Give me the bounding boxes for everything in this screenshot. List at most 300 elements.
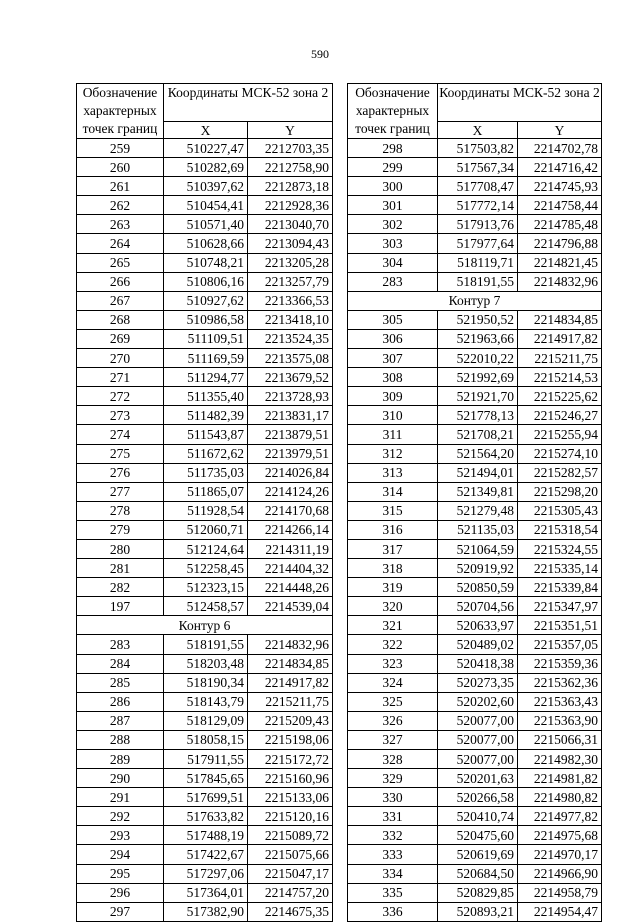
- point-id: 309: [348, 387, 438, 406]
- x-value: 518129,09: [164, 711, 248, 730]
- y-value: 2215211,75: [518, 349, 602, 368]
- y-value: 2215274,10: [518, 444, 602, 463]
- table-row: [77, 902, 333, 921]
- y-value: 2215075,66: [248, 845, 333, 864]
- coordinates-table-left: [76, 83, 333, 922]
- x-value: 510397,62: [164, 177, 248, 196]
- y-value: 2214977,82: [518, 807, 602, 826]
- y-value: 2215282,57: [518, 463, 602, 482]
- y-value: 2214745,93: [518, 177, 602, 196]
- table-row: [348, 349, 602, 368]
- x-value: 517364,01: [164, 883, 248, 902]
- point-id: 312: [348, 444, 438, 463]
- y-value: 2214124,26: [248, 482, 333, 501]
- y-value: 2214539,04: [248, 597, 333, 616]
- y-value: 2214917,82: [518, 329, 602, 348]
- point-id: 306: [348, 329, 438, 348]
- x-value: 510571,40: [164, 215, 248, 234]
- point-id: 316: [348, 520, 438, 539]
- table-row: [77, 539, 333, 558]
- point-id: 336: [348, 902, 438, 921]
- x-value: 511543,87: [164, 425, 248, 444]
- x-value: 517699,51: [164, 788, 248, 807]
- point-id: 280: [77, 539, 164, 558]
- point-id: 330: [348, 788, 438, 807]
- table-row: [348, 406, 602, 425]
- table-row: [77, 291, 333, 310]
- y-value: 2214311,19: [248, 539, 333, 558]
- table-row: [348, 616, 602, 635]
- x-value: 520273,35: [438, 673, 518, 692]
- y-value: 2214980,82: [518, 788, 602, 807]
- x-value: 520077,00: [438, 711, 518, 730]
- point-id: 302: [348, 215, 438, 234]
- y-value: 2213257,79: [248, 272, 333, 291]
- table-row: [77, 158, 333, 177]
- point-id: 276: [77, 463, 164, 482]
- y-value: 2215214,53: [518, 368, 602, 387]
- x-value: 520201,63: [438, 769, 518, 788]
- y-value: 2213879,51: [248, 425, 333, 444]
- point-id: 326: [348, 711, 438, 730]
- point-id: 268: [77, 310, 164, 329]
- y-value: 2214716,42: [518, 158, 602, 177]
- x-value: 520475,60: [438, 826, 518, 845]
- table-row: [348, 139, 602, 158]
- point-id: 274: [77, 425, 164, 444]
- point-id: 328: [348, 750, 438, 769]
- point-id: 265: [77, 253, 164, 272]
- x-value: 522010,22: [438, 349, 518, 368]
- y-value: 2214170,68: [248, 501, 333, 520]
- y-value: 2215120,16: [248, 807, 333, 826]
- x-value: 510986,58: [164, 310, 248, 329]
- y-value: 2212928,36: [248, 196, 333, 215]
- table-row: [77, 482, 333, 501]
- point-id: 319: [348, 578, 438, 597]
- point-id: 301: [348, 196, 438, 215]
- point-id: 273: [77, 406, 164, 425]
- x-value: 517382,90: [164, 902, 248, 921]
- point-id: 335: [348, 883, 438, 902]
- y-value: 2215298,20: [518, 482, 602, 501]
- point-id: 321: [348, 616, 438, 635]
- x-value: 518191,55: [438, 272, 518, 291]
- point-id: 304: [348, 253, 438, 272]
- x-value: 521778,13: [438, 406, 518, 425]
- coordinates-header: Координаты МСК-52 зона 2: [438, 84, 602, 122]
- table-row: [77, 272, 333, 291]
- x-value: 520418,38: [438, 654, 518, 673]
- point-id: 259: [77, 139, 164, 158]
- y-value: 2214675,35: [248, 902, 333, 921]
- y-value: 2214982,30: [518, 750, 602, 769]
- table-row: [77, 578, 333, 597]
- x-value: 510927,62: [164, 291, 248, 310]
- y-value: 2214266,14: [248, 520, 333, 539]
- x-value: 520829,85: [438, 883, 518, 902]
- point-id: 315: [348, 501, 438, 520]
- y-value: 2214702,78: [518, 139, 602, 158]
- point-id: 334: [348, 864, 438, 883]
- x-value: 511672,62: [164, 444, 248, 463]
- table-row: [77, 730, 333, 749]
- point-id: 286: [77, 692, 164, 711]
- table-row: [348, 444, 602, 463]
- y-value: 2214821,45: [518, 253, 602, 272]
- point-id: 324: [348, 673, 438, 692]
- x-value: 517911,55: [164, 750, 248, 769]
- y-value: 2212758,90: [248, 158, 333, 177]
- y-value: 2215318,54: [518, 520, 602, 539]
- x-value: 518119,71: [438, 253, 518, 272]
- y-value: 2215351,51: [518, 616, 602, 635]
- x-value: 521564,20: [438, 444, 518, 463]
- point-id: 281: [77, 559, 164, 578]
- x-value: 511735,03: [164, 463, 248, 482]
- y-value: 2215160,96: [248, 769, 333, 788]
- point-id: 333: [348, 845, 438, 864]
- point-label-header: Обозначение характерных точек границ: [77, 84, 164, 139]
- table-row: [348, 463, 602, 482]
- point-id: 283: [348, 272, 438, 291]
- x-value: 517913,76: [438, 215, 518, 234]
- point-id: 300: [348, 177, 438, 196]
- point-id: 295: [77, 864, 164, 883]
- y-value: 2212703,35: [248, 139, 333, 158]
- table-row: [77, 463, 333, 482]
- table-row: [348, 692, 602, 711]
- table-row: [77, 826, 333, 845]
- table-row: [348, 807, 602, 826]
- table-row: [77, 253, 333, 272]
- table-row: [348, 368, 602, 387]
- x-value: 517503,82: [438, 139, 518, 158]
- x-value: 512458,57: [164, 597, 248, 616]
- x-value: 520410,74: [438, 807, 518, 826]
- point-id: 277: [77, 482, 164, 501]
- point-id: 284: [77, 654, 164, 673]
- y-value: 2214975,68: [518, 826, 602, 845]
- x-value: 520893,21: [438, 902, 518, 921]
- x-value: 510282,69: [164, 158, 248, 177]
- point-id: 279: [77, 520, 164, 539]
- table-row: [348, 177, 602, 196]
- x-value: 510806,16: [164, 272, 248, 291]
- y-value: 2214834,85: [248, 654, 333, 673]
- point-id: 307: [348, 349, 438, 368]
- point-id: 298: [348, 139, 438, 158]
- table-row: [348, 501, 602, 520]
- y-value: 2213040,70: [248, 215, 333, 234]
- table-row: [77, 425, 333, 444]
- contour-label: Контур 6: [77, 616, 333, 635]
- y-value: 2214917,82: [248, 673, 333, 692]
- table-row: [348, 196, 602, 215]
- table-row: [348, 769, 602, 788]
- table-row: [77, 501, 333, 520]
- y-value: 2213094,43: [248, 234, 333, 253]
- y-column-header: Y: [248, 122, 333, 139]
- y-value: 2215089,72: [248, 826, 333, 845]
- table-row: [77, 329, 333, 348]
- y-value: 2214981,82: [518, 769, 602, 788]
- point-id: 272: [77, 387, 164, 406]
- table-row: [348, 578, 602, 597]
- point-id: 197: [77, 597, 164, 616]
- table-row: [348, 215, 602, 234]
- point-id: 270: [77, 349, 164, 368]
- x-column-header: X: [438, 122, 518, 139]
- y-value: 2215066,31: [518, 730, 602, 749]
- y-value: 2215363,43: [518, 692, 602, 711]
- table-row: [348, 597, 602, 616]
- point-id: 260: [77, 158, 164, 177]
- point-id: 269: [77, 329, 164, 348]
- point-id: 285: [77, 673, 164, 692]
- contour-label: Контур 7: [348, 291, 602, 310]
- table-row: [348, 750, 602, 769]
- x-value: 510454,41: [164, 196, 248, 215]
- y-value: 2215305,43: [518, 501, 602, 520]
- coordinates-header: Координаты МСК-52 зона 2: [164, 84, 333, 122]
- y-value: 2215339,84: [518, 578, 602, 597]
- table-row: [348, 902, 602, 921]
- table-row: [77, 883, 333, 902]
- x-value: 521963,66: [438, 329, 518, 348]
- table-row: [348, 482, 602, 501]
- table-row: [348, 253, 602, 272]
- table-row: [348, 234, 602, 253]
- point-id: 310: [348, 406, 438, 425]
- x-value: 518191,55: [164, 635, 248, 654]
- point-id: 288: [77, 730, 164, 749]
- x-value: 521921,70: [438, 387, 518, 406]
- y-value: 2214958,79: [518, 883, 602, 902]
- y-value: 2214026,84: [248, 463, 333, 482]
- table-row: [348, 635, 602, 654]
- point-id: 322: [348, 635, 438, 654]
- table-row: [77, 788, 333, 807]
- y-value: 2214404,32: [248, 559, 333, 578]
- table-row: [77, 406, 333, 425]
- table-row: [77, 807, 333, 826]
- point-id: 292: [77, 807, 164, 826]
- y-value: 2213205,28: [248, 253, 333, 272]
- point-id: 325: [348, 692, 438, 711]
- x-value: 521992,69: [438, 368, 518, 387]
- y-value: 2214757,20: [248, 883, 333, 902]
- x-value: 512124,64: [164, 539, 248, 558]
- point-id: 327: [348, 730, 438, 749]
- y-value: 2215324,55: [518, 539, 602, 558]
- x-value: 517845,65: [164, 769, 248, 788]
- x-value: 520850,59: [438, 578, 518, 597]
- table-row: [348, 520, 602, 539]
- y-value: 2215209,43: [248, 711, 333, 730]
- table-row: [77, 711, 333, 730]
- point-id: 317: [348, 539, 438, 558]
- table-row: [77, 864, 333, 883]
- table-row: [348, 864, 602, 883]
- x-value: 510628,66: [164, 234, 248, 253]
- x-value: 518190,34: [164, 673, 248, 692]
- table-body: [348, 139, 602, 922]
- y-value: 2215357,05: [518, 635, 602, 654]
- point-id: 332: [348, 826, 438, 845]
- point-id: 314: [348, 482, 438, 501]
- table-row: [77, 750, 333, 769]
- point-id: 311: [348, 425, 438, 444]
- point-id: 289: [77, 750, 164, 769]
- point-id: 329: [348, 769, 438, 788]
- x-value: 520489,02: [438, 635, 518, 654]
- y-value: 2213524,35: [248, 329, 333, 348]
- table-row: [77, 196, 333, 215]
- table-row: [348, 654, 602, 673]
- y-value: 2213418,10: [248, 310, 333, 329]
- y-column-header: Y: [518, 122, 602, 139]
- table-row: [348, 387, 602, 406]
- point-id: 263: [77, 215, 164, 234]
- point-id: 290: [77, 769, 164, 788]
- x-value: 517633,82: [164, 807, 248, 826]
- table-row: [348, 711, 602, 730]
- y-value: 2215198,06: [248, 730, 333, 749]
- point-id: 278: [77, 501, 164, 520]
- x-value: 510748,21: [164, 253, 248, 272]
- x-value: 520077,00: [438, 730, 518, 749]
- coordinates-table-right: [347, 83, 602, 922]
- table-row: [348, 845, 602, 864]
- table-row: [77, 139, 333, 158]
- x-value: 511355,40: [164, 387, 248, 406]
- y-value: 2215047,17: [248, 864, 333, 883]
- point-id: 296: [77, 883, 164, 902]
- point-id: 282: [77, 578, 164, 597]
- x-value: 512323,15: [164, 578, 248, 597]
- table-row: [77, 597, 333, 616]
- y-value: 2215362,36: [518, 673, 602, 692]
- y-value: 2214966,90: [518, 864, 602, 883]
- x-value: 520266,58: [438, 788, 518, 807]
- y-value: 2215246,27: [518, 406, 602, 425]
- y-value: 2213979,51: [248, 444, 333, 463]
- point-id: 267: [77, 291, 164, 310]
- table-row: [77, 444, 333, 463]
- x-value: 512258,45: [164, 559, 248, 578]
- x-value: 510227,47: [164, 139, 248, 158]
- point-id: 297: [77, 902, 164, 921]
- y-value: 2214758,44: [518, 196, 602, 215]
- table-row: [77, 234, 333, 253]
- table-body: [77, 139, 333, 922]
- x-column-header: X: [164, 122, 248, 139]
- x-value: 521064,59: [438, 539, 518, 558]
- x-value: 511109,51: [164, 329, 248, 348]
- point-id: 275: [77, 444, 164, 463]
- x-value: 518203,48: [164, 654, 248, 673]
- y-value: 2213575,08: [248, 349, 333, 368]
- y-value: 2215335,14: [518, 559, 602, 578]
- contour-row: [348, 291, 602, 310]
- y-value: 2213728,93: [248, 387, 333, 406]
- x-value: 511294,77: [164, 368, 248, 387]
- x-value: 520202,60: [438, 692, 518, 711]
- x-value: 518058,15: [164, 730, 248, 749]
- y-value: 2213831,17: [248, 406, 333, 425]
- table-row: [77, 215, 333, 234]
- x-value: 511482,39: [164, 406, 248, 425]
- table-row: [348, 788, 602, 807]
- point-id: 305: [348, 310, 438, 329]
- table-row: [77, 635, 333, 654]
- table-row: [348, 539, 602, 558]
- y-value: 2214448,26: [248, 578, 333, 597]
- y-value: 2214832,96: [248, 635, 333, 654]
- x-value: 517567,34: [438, 158, 518, 177]
- x-value: 520704,56: [438, 597, 518, 616]
- y-value: 2215255,94: [518, 425, 602, 444]
- y-value: 2214785,48: [518, 215, 602, 234]
- point-id: 320: [348, 597, 438, 616]
- point-id: 318: [348, 559, 438, 578]
- x-value: 518143,79: [164, 692, 248, 711]
- point-id: 299: [348, 158, 438, 177]
- point-id: 271: [77, 368, 164, 387]
- table-row: [77, 349, 333, 368]
- point-id: 264: [77, 234, 164, 253]
- y-value: 2215363,90: [518, 711, 602, 730]
- x-value: 520077,00: [438, 750, 518, 769]
- y-value: 2215347,97: [518, 597, 602, 616]
- contour-row: [77, 616, 333, 635]
- table-row: [77, 520, 333, 539]
- table-row: [348, 425, 602, 444]
- y-value: 2213679,52: [248, 368, 333, 387]
- point-label-header: Обозначение характерных точек границ: [348, 84, 438, 139]
- page-number: 590: [311, 47, 329, 61]
- table-row: [348, 673, 602, 692]
- x-value: 521494,01: [438, 463, 518, 482]
- table-row: [348, 559, 602, 578]
- point-id: 287: [77, 711, 164, 730]
- y-value: 2214832,96: [518, 272, 602, 291]
- x-value: 520919,92: [438, 559, 518, 578]
- x-value: 517708,47: [438, 177, 518, 196]
- x-value: 517977,64: [438, 234, 518, 253]
- table-row: [348, 730, 602, 749]
- point-id: 323: [348, 654, 438, 673]
- table-row: [348, 883, 602, 902]
- table-row: [77, 845, 333, 864]
- x-value: 517772,14: [438, 196, 518, 215]
- point-id: 331: [348, 807, 438, 826]
- table-row: [77, 769, 333, 788]
- y-value: 2215359,36: [518, 654, 602, 673]
- y-value: 2214796,88: [518, 234, 602, 253]
- point-id: 291: [77, 788, 164, 807]
- table-row: [77, 559, 333, 578]
- table-row: [348, 272, 602, 291]
- x-value: 511169,59: [164, 349, 248, 368]
- x-value: 521279,48: [438, 501, 518, 520]
- x-value: 520633,97: [438, 616, 518, 635]
- table-row: [77, 310, 333, 329]
- x-value: 520619,69: [438, 845, 518, 864]
- point-id: 313: [348, 463, 438, 482]
- table-row: [77, 368, 333, 387]
